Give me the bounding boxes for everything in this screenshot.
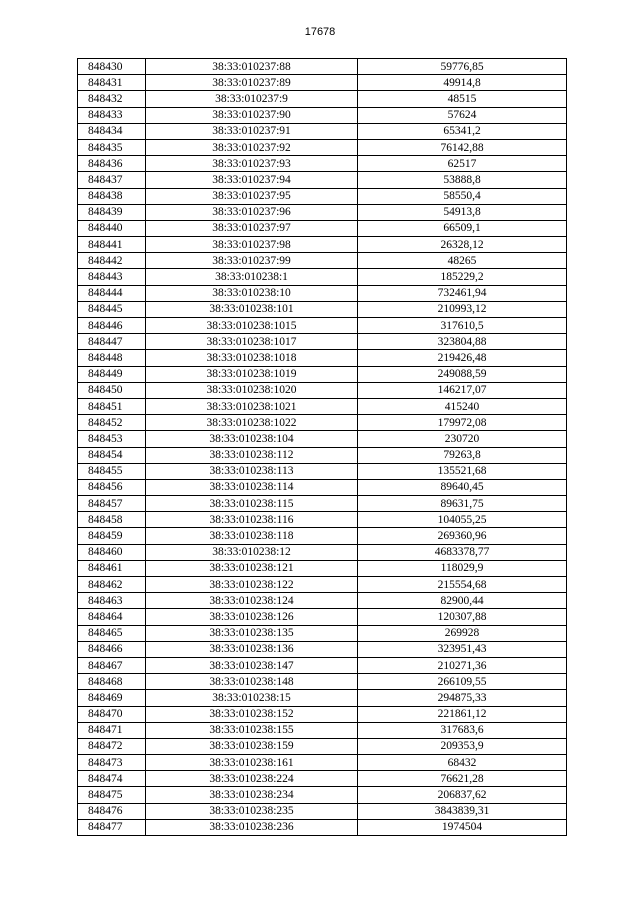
table-row xyxy=(78,220,567,236)
cadastral-number-cell: 38:33:010238:224 xyxy=(146,771,358,787)
value-cell: 4683378,77 xyxy=(358,544,567,560)
table-row xyxy=(78,577,567,593)
table-row xyxy=(78,350,567,366)
record-number-cell: 848472 xyxy=(78,738,146,754)
record-number-cell: 848476 xyxy=(78,803,146,819)
value-cell: 269928 xyxy=(358,625,567,641)
value-cell: 179972,08 xyxy=(358,415,567,431)
cadastral-number-cell: 38:33:010238:10 xyxy=(146,285,358,301)
cadastral-number-cell: 38:33:010238:1015 xyxy=(146,318,358,334)
value-cell: 62517 xyxy=(358,156,567,172)
cadastral-number-cell: 38:33:010238:124 xyxy=(146,593,358,609)
record-number-cell: 848465 xyxy=(78,625,146,641)
value-cell: 66509,1 xyxy=(358,220,567,236)
record-number-cell: 848457 xyxy=(78,496,146,512)
table-row xyxy=(78,431,567,447)
cadastral-number-cell: 38:33:010238:1018 xyxy=(146,350,358,366)
table-row xyxy=(78,91,567,107)
record-number-cell: 848436 xyxy=(78,156,146,172)
value-cell: 104055,25 xyxy=(358,512,567,528)
record-number-cell: 848458 xyxy=(78,512,146,528)
table-row xyxy=(78,479,567,495)
value-cell: 323804,88 xyxy=(358,334,567,350)
cadastral-number-cell: 38:33:010238:1020 xyxy=(146,382,358,398)
value-cell: 1974504 xyxy=(358,819,567,835)
record-number-cell: 848477 xyxy=(78,819,146,835)
value-cell: 79263,8 xyxy=(358,447,567,463)
table-row xyxy=(78,625,567,641)
value-cell: 65341,2 xyxy=(358,123,567,139)
cadastral-number-cell: 38:33:010238:1017 xyxy=(146,334,358,350)
record-number-cell: 848439 xyxy=(78,204,146,220)
cadastral-number-cell: 38:33:010237:88 xyxy=(146,59,358,75)
table-row xyxy=(78,657,567,673)
record-number-cell: 848455 xyxy=(78,463,146,479)
table-row xyxy=(78,269,567,285)
record-number-cell: 848440 xyxy=(78,220,146,236)
cadastral-number-cell: 38:33:010238:236 xyxy=(146,819,358,835)
value-cell: 76142,88 xyxy=(358,139,567,155)
cadastral-number-cell: 38:33:010238:114 xyxy=(146,479,358,495)
table-row xyxy=(78,690,567,706)
cadastral-number-cell: 38:33:010238:159 xyxy=(146,738,358,754)
table-row xyxy=(78,674,567,690)
value-cell: 210993,12 xyxy=(358,301,567,317)
record-number-cell: 848470 xyxy=(78,706,146,722)
cadastral-number-cell: 38:33:010237:92 xyxy=(146,139,358,155)
cadastral-number-cell: 38:33:010238:126 xyxy=(146,609,358,625)
cadastral-number-cell: 38:33:010238:121 xyxy=(146,560,358,576)
table-row xyxy=(78,107,567,123)
table-row xyxy=(78,496,567,512)
value-cell: 120307,88 xyxy=(358,609,567,625)
table-row xyxy=(78,59,567,75)
record-number-cell: 848456 xyxy=(78,479,146,495)
record-number-cell: 848444 xyxy=(78,285,146,301)
value-cell: 54913,8 xyxy=(358,204,567,220)
cadastral-number-cell: 38:33:010237:95 xyxy=(146,188,358,204)
value-cell: 48515 xyxy=(358,91,567,107)
record-number-cell: 848462 xyxy=(78,577,146,593)
table-row xyxy=(78,301,567,317)
table-row xyxy=(78,318,567,334)
table-row xyxy=(78,609,567,625)
cadastral-number-cell: 38:33:010238:234 xyxy=(146,787,358,803)
table-row xyxy=(78,528,567,544)
cadastral-number-cell: 38:33:010238:1 xyxy=(146,269,358,285)
value-cell: 185229,2 xyxy=(358,269,567,285)
cadastral-number-cell: 38:33:010238:1021 xyxy=(146,398,358,414)
table-row xyxy=(78,803,567,819)
cadastral-number-cell: 38:33:010238:148 xyxy=(146,674,358,690)
record-number-cell: 848466 xyxy=(78,641,146,657)
cadastral-number-cell: 38:33:010237:94 xyxy=(146,172,358,188)
cadastral-number-cell: 38:33:010237:96 xyxy=(146,204,358,220)
record-number-cell: 848432 xyxy=(78,91,146,107)
cadastral-number-cell: 38:33:010238:135 xyxy=(146,625,358,641)
record-number-cell: 848434 xyxy=(78,123,146,139)
table-row xyxy=(78,544,567,560)
value-cell: 215554,68 xyxy=(358,577,567,593)
record-number-cell: 848451 xyxy=(78,398,146,414)
table-row xyxy=(78,819,567,835)
value-cell: 206837,62 xyxy=(358,787,567,803)
record-number-cell: 848471 xyxy=(78,722,146,738)
record-number-cell: 848449 xyxy=(78,366,146,382)
table-row xyxy=(78,237,567,253)
table-row xyxy=(78,156,567,172)
value-cell: 732461,94 xyxy=(358,285,567,301)
record-number-cell: 848437 xyxy=(78,172,146,188)
record-number-cell: 848453 xyxy=(78,431,146,447)
table-row xyxy=(78,415,567,431)
record-number-cell: 848454 xyxy=(78,447,146,463)
table-row xyxy=(78,366,567,382)
cadastral-number-cell: 38:33:010238:161 xyxy=(146,755,358,771)
table-row xyxy=(78,755,567,771)
value-cell: 317610,5 xyxy=(358,318,567,334)
value-cell: 294875,33 xyxy=(358,690,567,706)
value-cell: 53888,8 xyxy=(358,172,567,188)
cadastral-number-cell: 38:33:010238:118 xyxy=(146,528,358,544)
value-cell: 82900,44 xyxy=(358,593,567,609)
table-row xyxy=(78,285,567,301)
record-number-cell: 848474 xyxy=(78,771,146,787)
record-number-cell: 848447 xyxy=(78,334,146,350)
record-number-cell: 848463 xyxy=(78,593,146,609)
value-cell: 3843839,31 xyxy=(358,803,567,819)
table-row xyxy=(78,253,567,269)
table-row xyxy=(78,447,567,463)
cadastral-number-cell: 38:33:010238:12 xyxy=(146,544,358,560)
value-cell: 219426,48 xyxy=(358,350,567,366)
value-cell: 230720 xyxy=(358,431,567,447)
value-cell: 266109,55 xyxy=(358,674,567,690)
cadastral-number-cell: 38:33:010237:98 xyxy=(146,237,358,253)
value-cell: 317683,6 xyxy=(358,722,567,738)
record-number-cell: 848452 xyxy=(78,415,146,431)
record-number-cell: 848438 xyxy=(78,188,146,204)
record-number-cell: 848446 xyxy=(78,318,146,334)
table-row xyxy=(78,593,567,609)
value-cell: 89631,75 xyxy=(358,496,567,512)
cadastral-number-cell: 38:33:010238:113 xyxy=(146,463,358,479)
cadastral-number-cell: 38:33:010238:122 xyxy=(146,577,358,593)
record-number-cell: 848473 xyxy=(78,755,146,771)
record-number-cell: 848441 xyxy=(78,237,146,253)
table-row xyxy=(78,382,567,398)
record-number-cell: 848433 xyxy=(78,107,146,123)
record-number-cell: 848443 xyxy=(78,269,146,285)
cadastral-number-cell: 38:33:010238:147 xyxy=(146,657,358,673)
record-number-cell: 848430 xyxy=(78,59,146,75)
value-cell: 249088,59 xyxy=(358,366,567,382)
table-row xyxy=(78,787,567,803)
value-cell: 269360,96 xyxy=(358,528,567,544)
table-row xyxy=(78,771,567,787)
value-cell: 209353,9 xyxy=(358,738,567,754)
cadastral-number-cell: 38:33:010238:112 xyxy=(146,447,358,463)
cadastral-number-cell: 38:33:010237:91 xyxy=(146,123,358,139)
record-number-cell: 848468 xyxy=(78,674,146,690)
record-number-cell: 848431 xyxy=(78,75,146,91)
value-cell: 58550,4 xyxy=(358,188,567,204)
record-number-cell: 848442 xyxy=(78,253,146,269)
cadastral-number-cell: 38:33:010237:89 xyxy=(146,75,358,91)
table-row xyxy=(78,512,567,528)
table-row xyxy=(78,398,567,414)
table-row xyxy=(78,75,567,91)
cadastral-number-cell: 38:33:010237:99 xyxy=(146,253,358,269)
value-cell: 59776,85 xyxy=(358,59,567,75)
record-number-cell: 848467 xyxy=(78,657,146,673)
cadastral-number-cell: 38:33:010238:136 xyxy=(146,641,358,657)
cadastral-number-cell: 38:33:010238:1019 xyxy=(146,366,358,382)
table-row xyxy=(78,204,567,220)
record-number-cell: 848460 xyxy=(78,544,146,560)
table-body xyxy=(78,59,567,836)
table-row xyxy=(78,172,567,188)
table-row xyxy=(78,641,567,657)
cadastral-number-cell: 38:33:010238:1022 xyxy=(146,415,358,431)
cadastral-number-cell: 38:33:010238:152 xyxy=(146,706,358,722)
cadastral-number-cell: 38:33:010237:9 xyxy=(146,91,358,107)
table-row xyxy=(78,139,567,155)
value-cell: 135521,68 xyxy=(358,463,567,479)
value-cell: 210271,36 xyxy=(358,657,567,673)
record-number-cell: 848435 xyxy=(78,139,146,155)
page-number: 17678 xyxy=(304,26,336,38)
record-number-cell: 848475 xyxy=(78,787,146,803)
cadastral-number-cell: 38:33:010238:116 xyxy=(146,512,358,528)
table-row xyxy=(78,706,567,722)
record-number-cell: 848469 xyxy=(78,690,146,706)
value-cell: 49914,8 xyxy=(358,75,567,91)
record-number-cell: 848459 xyxy=(78,528,146,544)
cadastral-number-cell: 38:33:010238:104 xyxy=(146,431,358,447)
cadastral-number-cell: 38:33:010237:97 xyxy=(146,220,358,236)
value-cell: 118029,9 xyxy=(358,560,567,576)
cadastral-number-cell: 38:33:010238:235 xyxy=(146,803,358,819)
table-row xyxy=(78,188,567,204)
value-cell: 76621,28 xyxy=(358,771,567,787)
table-row xyxy=(78,123,567,139)
table-row xyxy=(78,560,567,576)
value-cell: 146217,07 xyxy=(358,382,567,398)
value-cell: 415240 xyxy=(358,398,567,414)
table-row xyxy=(78,722,567,738)
value-cell: 57624 xyxy=(358,107,567,123)
value-cell: 48265 xyxy=(358,253,567,269)
table-row xyxy=(78,738,567,754)
table-row xyxy=(78,334,567,350)
record-number-cell: 848445 xyxy=(78,301,146,317)
value-cell: 323951,43 xyxy=(358,641,567,657)
value-cell: 89640,45 xyxy=(358,479,567,495)
cadastral-number-cell: 38:33:010238:101 xyxy=(146,301,358,317)
value-cell: 26328,12 xyxy=(358,237,567,253)
cadastral-number-cell: 38:33:010238:155 xyxy=(146,722,358,738)
cadastral-number-cell: 38:33:010237:93 xyxy=(146,156,358,172)
table-row xyxy=(78,463,567,479)
record-number-cell: 848461 xyxy=(78,560,146,576)
record-number-cell: 848448 xyxy=(78,350,146,366)
value-cell: 221861,12 xyxy=(358,706,567,722)
cadastral-number-cell: 38:33:010238:115 xyxy=(146,496,358,512)
value-cell: 68432 xyxy=(358,755,567,771)
cadastral-number-cell: 38:33:010237:90 xyxy=(146,107,358,123)
record-number-cell: 848450 xyxy=(78,382,146,398)
cadastral-number-cell: 38:33:010238:15 xyxy=(146,690,358,706)
data-table xyxy=(77,58,567,836)
record-number-cell: 848464 xyxy=(78,609,146,625)
